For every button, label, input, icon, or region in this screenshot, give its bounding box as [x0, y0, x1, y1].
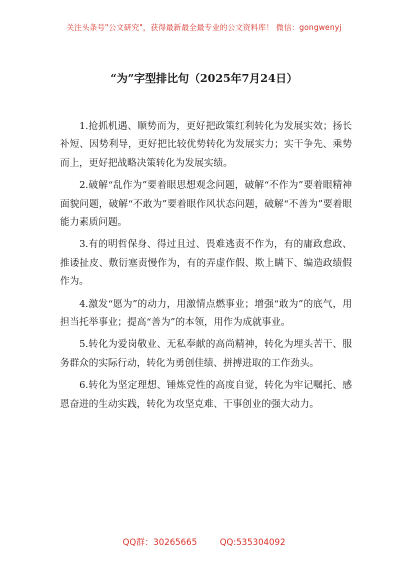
document-body	[60, 118, 352, 418]
paragraph: 3.有的明哲保身、得过且过、畏难逃责不作为，有的庸政怠政、推诿扯皮、敷衍塞责慢作为，有的弄虚作假、欺上瞒下、编造政绩假作为。	[60, 239, 352, 288]
footer-qq-group: QQ群：30265665	[122, 538, 198, 548]
footer-contact	[0, 536, 408, 548]
header-promo-note: 关注头条号"公文研究"，获得最新最全最专业的公文资料库！ 微信：gongwenyj	[66, 23, 342, 32]
paragraph: 1.抢抓机遇、顺势而为，更好把政策红利转化为发展实效；扬长补短、因势利导，更好把比较优势转化为发展实力；实干争先、乘势而上，更好把战略决策转化为发展实绩。	[60, 121, 352, 169]
paragraph: 2.破解“乱作为”要着眼思想观念问题，破解“不作为”要着眼精神面貌问题，破解“不敢为”要着眼作风状态问题，破解“不善为”要着眼能力素质问题。	[60, 180, 352, 229]
document-title: “为”字型排比句（2025年7月24日）	[110, 72, 298, 85]
paragraph: 5.转化为爱岗敬业、无私奉献的高尚精神，转化为埋头苦干、服务群众的实际行动，转化为勇创佳绩、拼搏进取的工作劲头。	[60, 339, 352, 369]
footer-qq: QQ:535304092	[219, 538, 286, 548]
paragraph: 6.转化为坚定理想、锤炼党性的高度自觉，转化为牢记嘱托、感恩奋进的生动实践，转化为攻坚克难、干事创业的强大动力。	[60, 380, 352, 410]
paragraph: 4.激发“愿为”的动力，用激情点燃事业；增强“敢为”的底气，用担当托举事业；提高“善为”的本领，用作为成就事业。	[60, 298, 352, 329]
